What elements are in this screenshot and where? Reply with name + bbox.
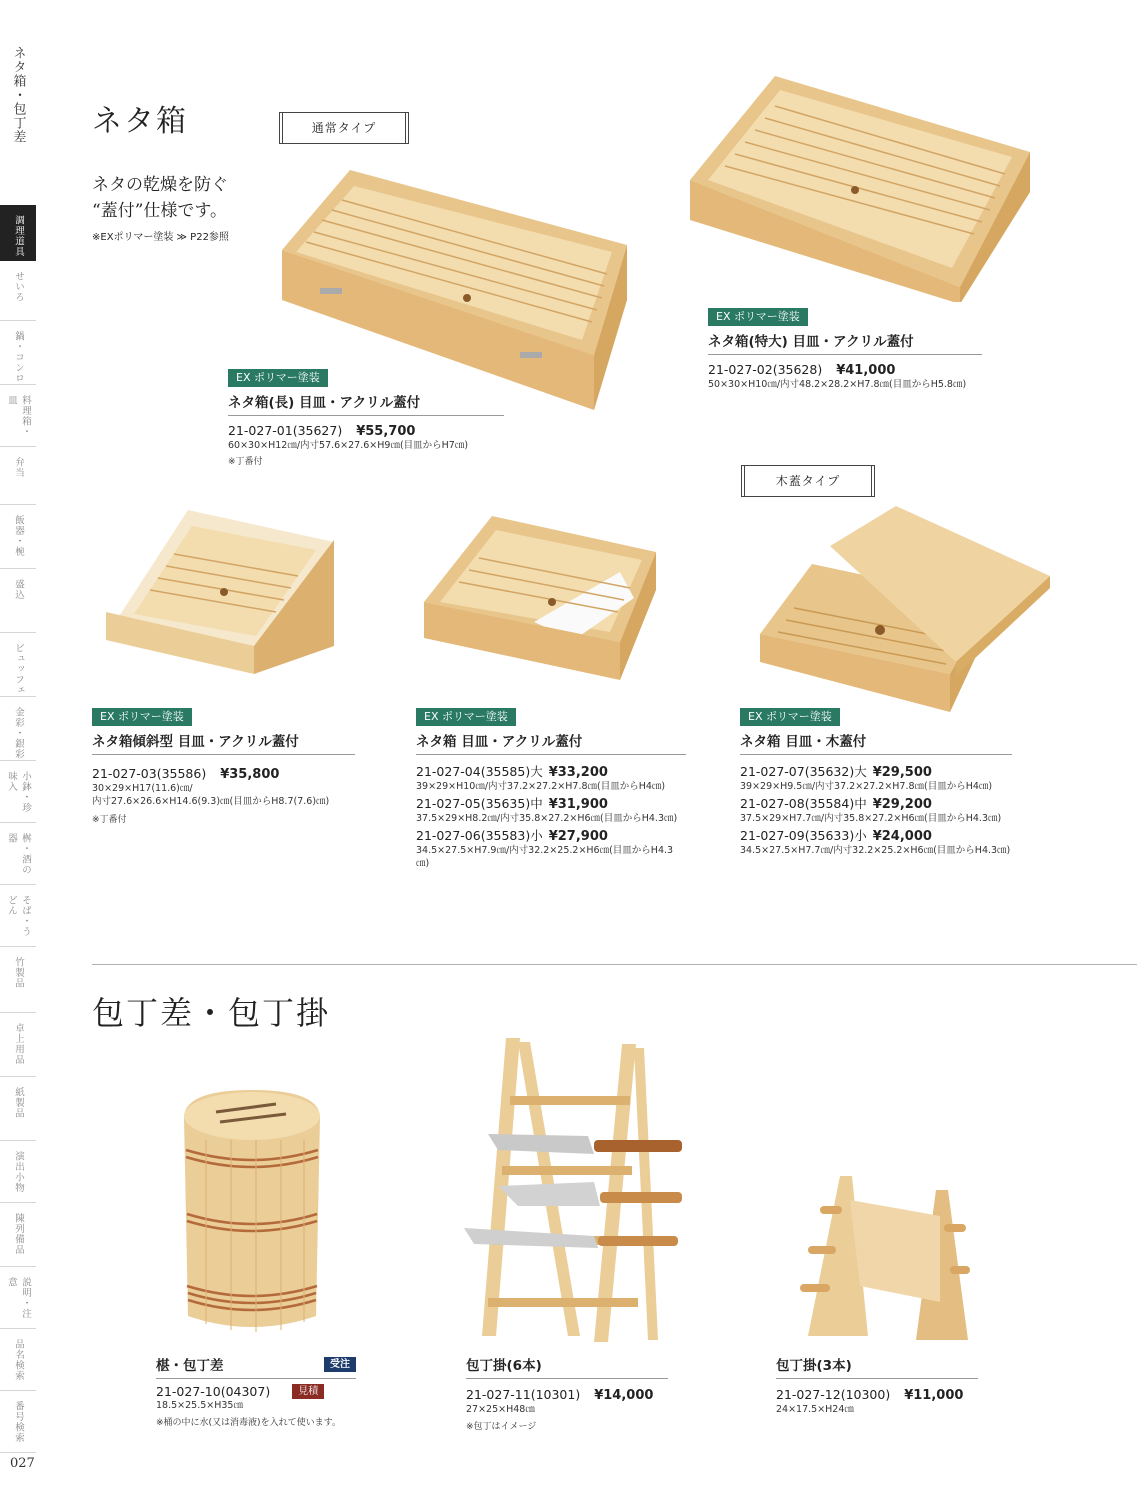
sidenav-item-2[interactable]: 鍋・コンロ <box>0 321 36 385</box>
sidenav-item-14[interactable]: 紙製品 <box>0 1077 36 1141</box>
ex-polymer-badge: EX ポリマー塗装 <box>708 308 808 326</box>
product-name: 椹・包丁差 <box>156 1358 224 1374</box>
variant-row: 21-027-04(35585)大 ¥33,200 <box>416 764 608 780</box>
product-note: ※包丁はイメージ <box>466 1422 537 1432</box>
sidenav-item-11[interactable]: そば・うどん <box>0 885 36 947</box>
sidenav-item-4[interactable]: 弁当 <box>0 447 36 505</box>
product-price: ¥14,000 <box>594 1388 654 1403</box>
sidenav-item-17[interactable]: 説明・注意 <box>0 1267 36 1329</box>
sidenav-item-6[interactable]: 盛込 <box>0 569 36 633</box>
product-code: 21-027-12(10300) <box>776 1387 891 1402</box>
neta-box-standard-photo <box>424 514 660 684</box>
sidenav-item-9[interactable]: 小鉢・珍味入 <box>0 761 36 823</box>
product-name: ネタ箱(長) 目皿・アクリル蓋付 <box>228 391 504 416</box>
product-card-wood-lid <box>740 705 1012 857</box>
sidenav-item-3[interactable]: 料理箱・皿 <box>0 385 36 447</box>
product-code: 21-027-02(35628) <box>708 362 823 377</box>
product-card-inclined <box>92 705 355 825</box>
product-name: ネタ箱 目皿・アクリル蓋付 <box>416 730 686 755</box>
type-label-wood: 木蓋タイプ <box>741 465 875 497</box>
product-card-knife-rack-6 <box>466 1354 668 1432</box>
product-name: 包丁掛(6本) <box>466 1354 668 1379</box>
sidenav-item-7[interactable]: ビュッフェ <box>0 633 36 697</box>
product-price: ¥11,000 <box>904 1388 964 1403</box>
ex-polymer-badge: EX ポリマー塗装 <box>92 708 192 726</box>
variant-row: 21-027-07(35632)大 ¥29,500 <box>740 764 932 780</box>
variant-row: 21-027-09(35633)小 ¥24,000 <box>740 828 932 844</box>
intro-line-1: ネタの乾燥を防ぐ <box>92 175 228 195</box>
product-dimensions: 27×25×H48㎝ <box>466 1404 535 1415</box>
sidenav-item-12[interactable]: 竹製品 <box>0 947 36 1013</box>
product-card-knife-rack-3 <box>776 1354 978 1416</box>
ex-polymer-badge: EX ポリマー塗装 <box>740 708 840 726</box>
sidenav-item-16[interactable]: 陳列備品 <box>0 1203 36 1267</box>
product-price: ¥35,800 <box>220 767 280 782</box>
estimate-badge: 見積 <box>292 1384 324 1399</box>
product-price: ¥55,700 <box>356 424 416 439</box>
sidenav-item-8[interactable]: 金彩・銀彩 <box>0 697 36 761</box>
product-dimensions-inner: 内寸27.6×26.6×H14.6(9.3)㎝(目皿からH8.7(7.6)㎝) <box>92 796 330 807</box>
product-code: 21-027-01(35627) <box>228 423 343 438</box>
product-dimensions: 60×30×H12㎝/内寸57.6×27.6×H9㎝(目皿からH7㎝) <box>228 440 469 451</box>
product-dimensions: 30×29×H17(11.6)㎝/ <box>92 783 193 794</box>
section-title-knife-holder: 包丁差・包丁掛 <box>92 994 331 1032</box>
knife-rack-3-photo <box>800 1176 970 1344</box>
neta-box-xl-photo <box>690 72 1035 302</box>
variant-list: 21-027-07(35632)大 ¥29,500 39×29×H9.5㎝/内寸37.2×27.2×H7.8㎝(目皿からH4㎝) 21-027-08(35584)中 ¥29,200 37.5×29×H7.7㎝/内寸35.8×27.2×H6㎝(目皿からH4.3㎝) 21-027-09(35633)小 ¥24,000 34.5×27.5×H7.7㎝/内寸32.2×25.2×H6㎝(目皿からH4.3㎝) <box>740 761 1012 857</box>
product-card-long <box>228 366 504 467</box>
variant-row: 21-027-05(35635)中 ¥31,900 <box>416 796 608 812</box>
sidenav-item-10[interactable]: 桝・酒の器 <box>0 823 36 885</box>
product-name: ネタ箱(特大) 目皿・アクリル蓋付 <box>708 330 982 355</box>
product-code: 21-027-10(04307) <box>156 1384 271 1399</box>
product-note: ※丁番付 <box>92 815 127 825</box>
sidenav-item-19[interactable]: 番号検索 <box>0 1391 36 1453</box>
product-price: ¥41,000 <box>836 363 896 378</box>
sidenav-item-18[interactable]: 品名検索 <box>0 1329 36 1391</box>
product-dimensions: 24×17.5×H24㎝ <box>776 1404 854 1415</box>
product-dimensions: 18.5×25.5×H35㎝ <box>156 1400 243 1411</box>
sidenav-item-15[interactable]: 演出小物 <box>0 1141 36 1203</box>
intro-note: ※EXポリマー塗装 ≫ P22参照 <box>92 232 229 243</box>
intro-text <box>92 172 228 224</box>
order-badge: 受注 <box>324 1357 356 1372</box>
product-note: ※丁番付 <box>228 457 263 467</box>
product-note: ※桶の中に水(又は消毒液)を入れて使います。 <box>156 1418 341 1428</box>
knife-rack-6-photo <box>458 1036 688 1346</box>
section-title-neta-box: ネタ箱 <box>92 104 188 139</box>
product-card-xl <box>708 305 982 391</box>
sidenav-item-1[interactable]: せいろ <box>0 261 36 321</box>
product-name-row <box>156 1354 356 1379</box>
product-card-knife-bucket <box>156 1354 356 1428</box>
ex-polymer-badge: EX ポリマー塗装 <box>228 369 328 387</box>
section-divider <box>92 964 1137 965</box>
product-dimensions: 50×30×H10㎝/内寸48.2×28.2×H7.8㎝(目皿からH5.8㎝) <box>708 379 967 390</box>
sidenav-item-13[interactable]: 卓上用品 <box>0 1013 36 1077</box>
neta-box-inclined-photo <box>106 506 336 676</box>
side-navigation <box>0 0 36 1501</box>
variant-row: 21-027-06(35583)小 ¥27,900 <box>416 828 608 844</box>
variant-row: 21-027-08(35584)中 ¥29,200 <box>740 796 932 812</box>
ex-polymer-badge: EX ポリマー塗装 <box>416 708 516 726</box>
product-name: ネタ箱傾斜型 目皿・アクリル蓋付 <box>92 730 355 755</box>
knife-bucket-photo <box>176 1090 328 1340</box>
product-name: 包丁掛(3本) <box>776 1354 978 1379</box>
sidenav-item-5[interactable]: 飯器・椀 <box>0 505 36 569</box>
product-card-standard <box>416 705 686 870</box>
page-number: 027 <box>10 1456 35 1471</box>
product-code: 21-027-11(10301) <box>466 1387 581 1402</box>
product-name: ネタ箱 目皿・木蓋付 <box>740 730 1012 755</box>
variant-list: 21-027-04(35585)大 ¥33,200 39×29×H10㎝/内寸37.2×27.2×H7.8㎝(目皿からH4㎝) 21-027-05(35635)中 ¥31,900 37.5×29×H8.2㎝/内寸35.8×27.2×H6㎝(目皿からH4.3㎝) 21-027-06(35583)小 ¥27,900 34.5×27.5×H7.9㎝/内寸32.2×25.2×H6㎝(目皿からH4.3㎝) <box>416 761 686 870</box>
chapter-heading: ネタ箱・包丁差 <box>10 46 26 144</box>
neta-box-wood-lid-photo <box>760 506 1050 716</box>
type-label-normal: 通常タイプ <box>279 112 409 144</box>
product-code: 21-027-03(35586) <box>92 766 207 781</box>
sidenav-item-0[interactable]: 調理道具 <box>0 205 36 261</box>
intro-line-2: “蓋付”仕様です。 <box>92 201 228 221</box>
